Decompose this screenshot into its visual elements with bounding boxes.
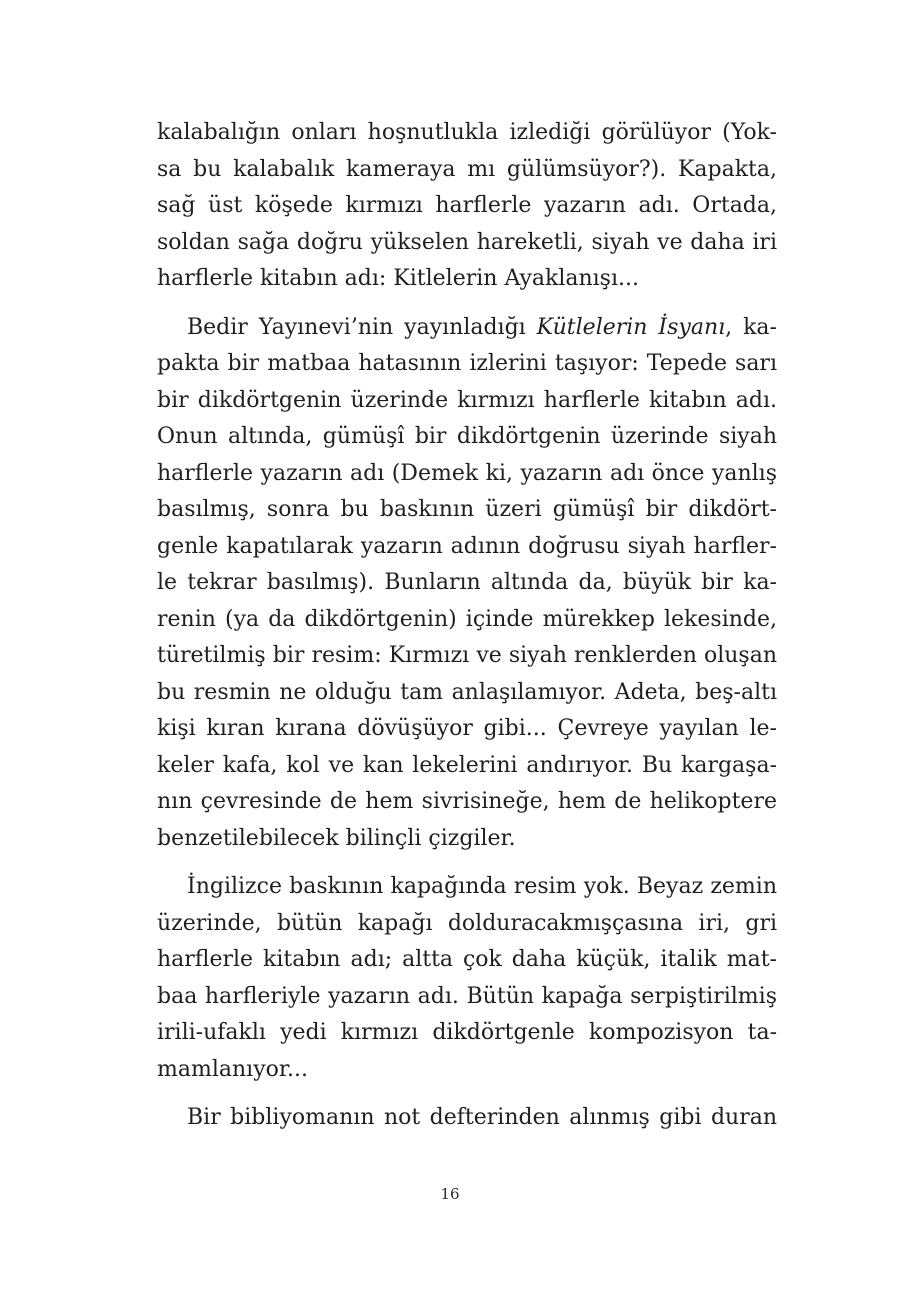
- text-line: keler kafa, kol ve kan lekelerini andırıyor. Bu kargaşa-: [157, 752, 777, 778]
- text-line: sa bu kalabalık kameraya mı gülümsüyor?). Kapakta,: [157, 156, 777, 182]
- text-line: bir dikdörtgenin üzerinde kırmızı harflerle kitabın adı.: [157, 387, 777, 413]
- paragraph-2: [157, 310, 777, 858]
- text-line: basılmış, sonra bu baskının üzeri gümüşî bir dikdört-: [157, 497, 777, 522]
- text-line: le tekrar basılmış). Bunların altında da, büyük bir ka-: [157, 570, 777, 595]
- text-line: harflerle yazarın adı (Demek ki, yazarın adı önce yanlış: [157, 460, 777, 486]
- text-line: renin (ya da dikdörtgenin) içinde mürekkep lekesinde,: [157, 606, 777, 632]
- text-line: soldan sağa doğru yükselen hareketli, siyah ve daha iri: [157, 229, 777, 255]
- text-line: türetilmiş bir resim: Kırmızı ve siyah renklerden oluşan: [157, 643, 777, 668]
- paragraph-1: [157, 115, 777, 298]
- text-run: Bedir Yayınevi’nin yayınladığı: [187, 314, 537, 340]
- text-line: sağ üst köşede kırmızı harflerle yazarın adı. Ortada,: [157, 193, 777, 218]
- text-line: baa harfleriyle yazarın adı. Bütün kapağa serpiştirilmiş: [157, 983, 777, 1009]
- text-line: kalabalığın onları hoşnutlukla izlediği görülüyor (Yok-: [157, 120, 777, 145]
- text-line: benzetilebilecek bilinçli çizgiler.: [157, 825, 516, 851]
- book-title-italic: Kütlelerin İsyanı: [536, 314, 726, 340]
- text-line: irili-ufaklı yedi kırmızı dikdörtgenle kompozisyon ta-: [157, 1020, 777, 1045]
- text-line: nın çevresinde de hem sivrisineğe, hem de helikoptere: [157, 789, 777, 814]
- text-line: bu resmin ne olduğu tam anlaşılamıyor. Adeta, beş-altı: [157, 679, 777, 705]
- body-text: [157, 115, 777, 1137]
- text-line: kişi kıran kırana dövüşüyor gibi... Çevreye yayılan le-: [157, 716, 777, 741]
- text-line: [157, 310, 777, 347]
- paragraph-4: [157, 1100, 777, 1137]
- text-line: üzerinde, bütün kapağı dolduracakmışçasına iri, gri: [157, 910, 777, 936]
- page-number: 16: [440, 1185, 460, 1203]
- text-line: genle kapatılarak yazarın adının doğrusu siyah harfler-: [157, 533, 777, 559]
- text-line: mamlanıyor...: [157, 1056, 308, 1082]
- text-line: harflerle kitabın adı; altta çok daha küçük, italik mat-: [157, 947, 777, 972]
- text-run: , ka-: [725, 314, 777, 340]
- text-line: İngilizce baskının kapağında resim yok. Beyaz zemin: [187, 874, 777, 899]
- text-line: Onun altında, gümüşî bir dikdörtgenin üzerinde siyah: [157, 424, 777, 449]
- text-line: pakta bir matbaa hatasının izlerini taşıyor: Tepede sarı: [157, 351, 777, 376]
- text-line: Bir bibliyomanın not defterinden alınmış gibi duran: [187, 1105, 777, 1130]
- text-line: harflerle kitabın adı: Kitlelerin Ayaklanışı...: [157, 266, 639, 291]
- paragraph-3: [157, 869, 777, 1088]
